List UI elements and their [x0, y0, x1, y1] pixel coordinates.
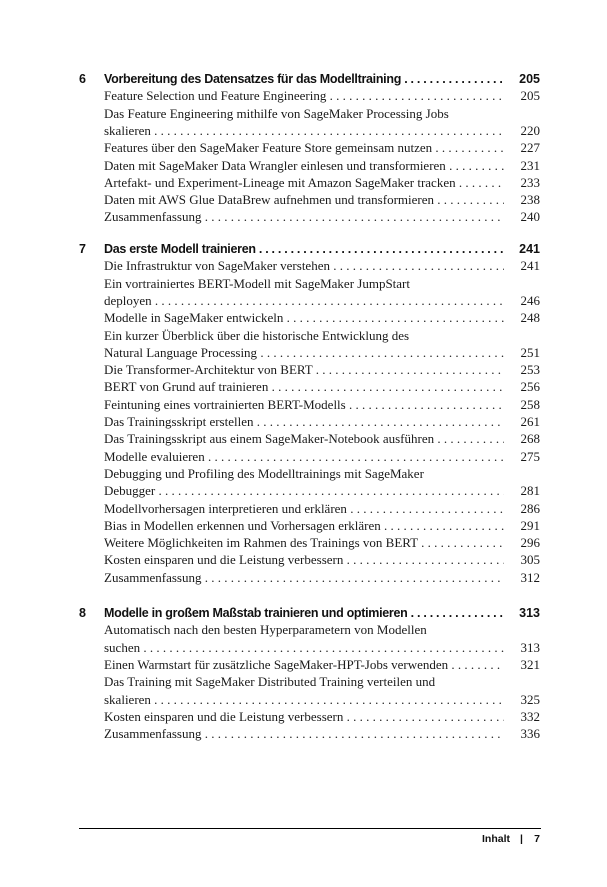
chapter-heading-row[interactable] — [0, 604, 607, 622]
toc-entry-continuation-row[interactable] — [0, 639, 607, 657]
toc-entry-page-number: 275 — [520, 448, 540, 464]
toc-entry-continuation-row[interactable] — [0, 344, 607, 362]
footer-section-label: Inhalt — [482, 833, 510, 845]
toc-entry-title: Automatisch nach den besten Hyperparametern von Modellen — [104, 622, 427, 638]
toc-entry-page-number: 286 — [520, 500, 540, 516]
toc-entry-title: Zusammenfassung . . . — [104, 569, 504, 587]
toc-entry-title: Kosten einsparen und die Leistung verbessern . . . — [104, 551, 504, 569]
toc-entry-title: BERT von Grund auf trainieren . . . — [104, 378, 504, 396]
chapter-number: 6 — [79, 72, 86, 86]
toc-entry-continuation-row[interactable] — [0, 691, 607, 709]
chapter-title: Vorbereitung des Datensatzes für das Modelltraining . . . — [104, 70, 504, 88]
toc-entry-row[interactable] — [0, 87, 607, 105]
footer-rule — [79, 828, 541, 829]
toc-entry-row[interactable] — [0, 500, 607, 518]
toc-entry-row[interactable] — [0, 448, 607, 466]
toc-entry-page-number: 258 — [520, 396, 540, 412]
toc-entry-page-number: 325 — [520, 691, 540, 707]
chapter-heading-row[interactable] — [0, 70, 607, 88]
toc-entry-continuation-row[interactable] — [0, 482, 607, 500]
toc-entry-page-number: 238 — [520, 192, 540, 208]
toc-entry-page-number: 296 — [520, 535, 540, 551]
toc-entry-page-number: 332 — [520, 708, 540, 724]
chapter-heading-row[interactable] — [0, 240, 607, 258]
toc-entry-row[interactable] — [0, 105, 607, 123]
toc-entry-title: Das Trainingsskript aus einem SageMaker-Notebook ausführen . . . — [104, 430, 504, 448]
toc-entry-title: Das Training mit SageMaker Distributed Training verteilen und — [104, 674, 436, 690]
toc-entry-row[interactable] — [0, 157, 607, 175]
toc-entry-page-number: 281 — [520, 483, 540, 499]
toc-entry-title: Das Feature Engineering mithilfe von SageMaker Processing Jobs — [104, 105, 449, 121]
toc-entry-title-continuation: skalieren . . . — [104, 122, 504, 140]
toc-entry-title: Daten mit SageMaker Data Wrangler einlesen und transformieren . . . — [104, 157, 504, 175]
toc-entry-title: Modelle evaluieren . . . — [104, 448, 504, 466]
toc-entry-title: Artefakt- und Experiment-Lineage mit Amazon SageMaker tracken . . . — [104, 174, 504, 192]
toc-entry-row[interactable] — [0, 191, 607, 209]
toc-entry-title: Zusammenfassung . . . — [104, 208, 504, 226]
toc-entry-title: Modellvorhersagen interpretieren und erklären . . . — [104, 500, 504, 518]
toc-entry-title-continuation: Natural Language Processing . . . — [104, 344, 504, 362]
toc-entry-title: Das Trainingsskript erstellen . . . — [104, 413, 504, 431]
toc-entry-page-number: 305 — [520, 552, 540, 568]
toc-entry-title: Bias in Modellen erkennen und Vorhersagen erklären . . . — [104, 517, 504, 535]
toc-entry-row[interactable] — [0, 673, 607, 691]
toc-entry-page-number: 336 — [520, 726, 540, 742]
toc-entry-row[interactable] — [0, 551, 607, 569]
toc-entry-title: Feintuning eines vortrainierten BERT-Modells . . . — [104, 396, 504, 414]
toc-entry-row[interactable] — [0, 378, 607, 396]
toc-entry-row[interactable] — [0, 257, 607, 275]
toc-entry-row[interactable] — [0, 208, 607, 226]
toc-entry-page-number: 233 — [520, 174, 540, 190]
toc-entry-page-number: 248 — [520, 310, 540, 326]
toc-entry-title-continuation: suchen . . . — [104, 639, 504, 657]
chapter-page-number: 205 — [519, 72, 540, 86]
toc-entry-page-number: 251 — [520, 344, 540, 360]
toc-entry-page-number: 227 — [520, 140, 540, 156]
toc-entry-row[interactable] — [0, 174, 607, 192]
toc-entry-title-continuation: Debugger . . . — [104, 482, 504, 500]
toc-entry-page-number: 205 — [520, 88, 540, 104]
toc-entry-title: Features über den SageMaker Feature Store gemeinsam nutzen . . . — [104, 139, 504, 157]
footer-separator: | — [520, 833, 523, 845]
toc-entry-row[interactable] — [0, 309, 607, 327]
chapter-title: Modelle in großem Maßstab trainieren und optimieren . . . — [104, 604, 504, 622]
toc-entry-row[interactable] — [0, 327, 607, 345]
toc-entry-page-number: 268 — [520, 431, 540, 447]
toc-entry-row[interactable] — [0, 708, 607, 726]
toc-entry-page-number: 321 — [520, 656, 540, 672]
toc-entry-page-number: 261 — [520, 414, 540, 429]
toc-entry-page-number: 291 — [520, 517, 540, 533]
toc-entry-row[interactable] — [0, 361, 607, 379]
toc-entry-row[interactable] — [0, 430, 607, 448]
toc-entry-title: Einen Warmstart für zusätzliche SageMaker-HPT-Jobs verwenden . . . — [104, 656, 504, 674]
toc-entry-row[interactable] — [0, 656, 607, 674]
toc-entry-row[interactable] — [0, 534, 607, 552]
toc-entry-page-number: 256 — [520, 379, 540, 395]
chapter-number: 8 — [79, 606, 86, 620]
toc-entry-title: Debugging und Profiling des Modelltrainings mit SageMaker — [104, 465, 424, 481]
toc-entry-row[interactable] — [0, 569, 607, 587]
toc-entry-page-number: 246 — [520, 292, 540, 308]
footer-page-number: 7 — [534, 833, 540, 845]
chapter-number: 7 — [79, 242, 86, 256]
toc-entry-title-continuation: skalieren . . . — [104, 691, 504, 709]
chapter-title: Das erste Modell trainieren . . . — [104, 240, 504, 258]
toc-entry-row[interactable] — [0, 465, 607, 483]
toc-entry-title: Kosten einsparen und die Leistung verbessern . . . — [104, 708, 504, 726]
toc-entry-continuation-row[interactable] — [0, 122, 607, 140]
toc-entry-row[interactable] — [0, 275, 607, 293]
toc-entry-page-number: 240 — [520, 209, 540, 225]
toc-entry-page-number: 220 — [520, 122, 540, 138]
toc-entry-row[interactable] — [0, 139, 607, 157]
toc-entry-title: Daten mit AWS Glue DataBrew aufnehmen und transformieren . . . — [104, 191, 504, 209]
toc-entry-title: Ein kurzer Überblick über die historische Entwicklung des — [104, 327, 410, 343]
toc-entry-title-continuation: deployen . . . — [104, 292, 504, 310]
toc-entry-title: Die Infrastruktur von SageMaker verstehen . . . — [104, 257, 504, 275]
chapter-page-number: 241 — [519, 242, 540, 256]
toc-entry-title: Die Transformer-Architektur von BERT . . . — [104, 361, 504, 379]
toc-entry-row[interactable] — [0, 396, 607, 414]
toc-entry-title: Feature Selection und Feature Engineering . . . — [104, 87, 504, 105]
toc-entry-row[interactable] — [0, 621, 607, 639]
toc-entry-page-number: 241 — [520, 258, 540, 274]
toc-entry-row[interactable] — [0, 725, 607, 743]
toc-entry-page-number: 312 — [520, 569, 540, 585]
toc-entry-row[interactable] — [0, 413, 607, 431]
toc-entry-title: Zusammenfassung . . . — [104, 725, 504, 743]
chapter-page-number: 313 — [519, 606, 540, 620]
toc-entry-continuation-row[interactable] — [0, 292, 607, 310]
toc-entry-page-number: 313 — [520, 639, 540, 655]
toc-entry-title: Weitere Möglichkeiten im Rahmen des Trainings von BERT . . . — [104, 534, 504, 552]
toc-entry-page-number: 253 — [520, 362, 540, 378]
toc-entry-row[interactable] — [0, 517, 607, 535]
toc-entry-title: Modelle in SageMaker entwickeln . . . — [104, 309, 504, 327]
toc-entry-page-number: 231 — [520, 157, 540, 173]
toc-entry-title: Ein vortrainiertes BERT-Modell mit SageMaker JumpStart — [104, 275, 410, 291]
